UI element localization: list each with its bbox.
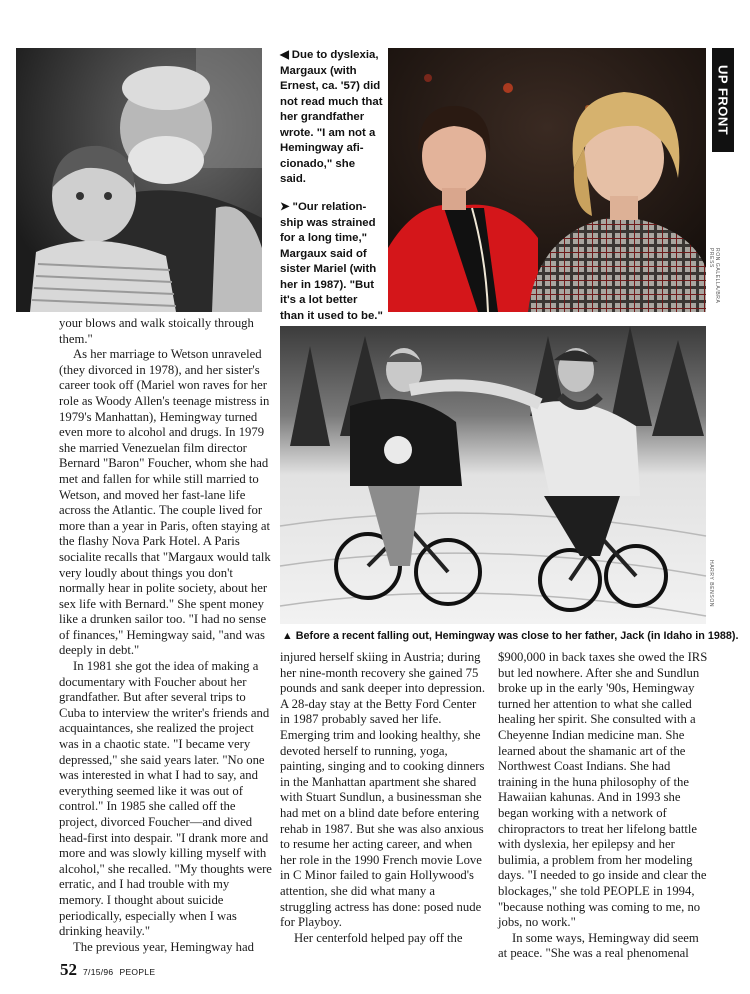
caption-line: Due to dyslexia, — [291, 49, 379, 61]
paragraph: In some ways, Hemingway did seem at peace. "She was a real phenomenal — [498, 930, 699, 961]
column-middle — [280, 650, 487, 950]
caption-line: ship was strained — [280, 216, 376, 229]
section-tab: UP FRONT — [712, 48, 734, 152]
photo-margaux-with-ernest — [16, 48, 262, 312]
caption-text: Before a recent falling out, Hemingway was close to her father, Jack (in Idaho in 1988). — [295, 630, 739, 642]
caption-line: her grandfather — [280, 111, 365, 123]
page-folio — [60, 960, 155, 980]
photo-credit-father: HARRY BENSON — [708, 560, 714, 608]
photo-credit-sisters: RON GALELLA/BRA PRESS — [708, 248, 720, 304]
paragraph: your blows and walk stoically through them." — [59, 316, 254, 346]
paragraph: $900,000 in back taxes she owed the IRS but led nowhere. After she and Sundlun broke up in the early '90s, Hemingway turned her attention to what she called healing her spirit. She consulted with a Cheyenne Indian medicine man. She learned about the shamanic art of the Northwest Coast Indians. She had training in the huna philosophy of the Hawaiian kahunas. And in 1993 she began working with a network of chiropractors to treat her lifelong battle with dyslexia, her epilepsy and her bulimia, a problem from her modeling days. "I needed to go inside and clear the blockages," she told PEOPLE in 1994, "because nothing was coming to me, no jobs, no work." — [498, 650, 708, 930]
caption-line: Hemingway afi- — [280, 142, 364, 154]
column-right — [498, 650, 711, 961]
arrow-right-icon: ➤ — [280, 201, 290, 213]
caption-line: wrote. "I am not a — [280, 126, 376, 139]
caption-father — [282, 630, 739, 642]
photo-sisters — [388, 48, 706, 312]
caption-sisters — [280, 200, 384, 324]
caption-line: Margaux said of — [280, 247, 367, 260]
caption-line: it's a lot better — [280, 294, 358, 306]
caption-line: for a long time," — [280, 232, 368, 244]
caption-line: cionado," she said. — [280, 157, 356, 185]
caption-line: not read much that — [280, 95, 383, 108]
paragraph: As her marriage to Wetson unraveled (they divorced in 1978), and her sister's career took off (Mariel won raves for her role as Woody Allen's teenage mistress in 1979's Manhattan), Hemingway turned even more to alcohol and drugs. In 1979 she married Venezuelan film director Bernard "Baron" Foucher, whom she had met and fallen for while still married to Wetson, and moved her fast-lane life across the Atlantic. The couple lived for more than a year in Paris, often staying at the flashy Nova Park Hotel. A Paris socialite recalls that "Margaux would talk very loudly about things you don't normally hear in polite society, about her sex life with Bernard." She spent money like a drunken sailor too. "I had no sense of finances," Hemingway said, "and was deeply in debt." — [59, 347, 271, 658]
caption-line: Ernest, ca. '57) did — [280, 80, 381, 92]
paragraph: In 1981 she got the idea of making a documentary with Foucher about her grandfather. But after several trips to Cuba to interview the writer's friends and acquaintances, she realized the project was in a chaotic state. "I became very depressed," she said years later. "No one was interested in what I had to say, and everything seemed like it was out of control." In 1985 she called off the project, divorced Foucher—and dived head-first into despair. "I drank more and more and was slowly killing myself with alcohol," she recalled. "My thoughts were erratic, and I had trouble with my memory. I thought about suicide periodically, especially when I was drinking heavily." — [59, 659, 272, 939]
arrow-left-icon: ◀ — [280, 49, 289, 61]
caption-margaux-ernest — [280, 48, 384, 188]
paragraph: injured herself skiing in Austria; during her nine-month recovery she gained 75 pounds and sank deeper into depression. A 28-day stay at the Betty Ford Center in 1987 probably saved her life. Emerging trim and looking healthy, she devoted herself to running, yoga, painting, singing and to cooking dinners in the Manhattan apartment she shared with Stuart Sundlun, a businessman she had met on a blind date before entering rehab in 1987. But she was also anxious to resume her acting career, and when her role in the 1990 French movie Love in C Minor failed to gain Hollywood's attention, she did what many a struggling actress has done: posed nude for Playboy. — [280, 650, 486, 930]
caption-line: Margaux (with — [280, 64, 357, 77]
arrow-up-icon: ▲ — [282, 630, 293, 642]
paragraph: Her centerfold helped pay off the — [294, 930, 463, 945]
column-left — [59, 316, 272, 954]
caption-line: her in 1987). "But — [280, 278, 375, 291]
caption-line: "Our relation- — [292, 201, 367, 213]
caption-line: than it used to be." — [280, 309, 383, 322]
page-number: 52 — [60, 960, 77, 979]
magazine-name: PEOPLE — [119, 967, 156, 977]
photo-father-biking — [280, 326, 706, 624]
issue-date: 7/15/96 — [83, 967, 114, 977]
caption-line: sister Mariel (with — [280, 263, 377, 275]
paragraph: The previous year, Hemingway had — [73, 939, 254, 954]
